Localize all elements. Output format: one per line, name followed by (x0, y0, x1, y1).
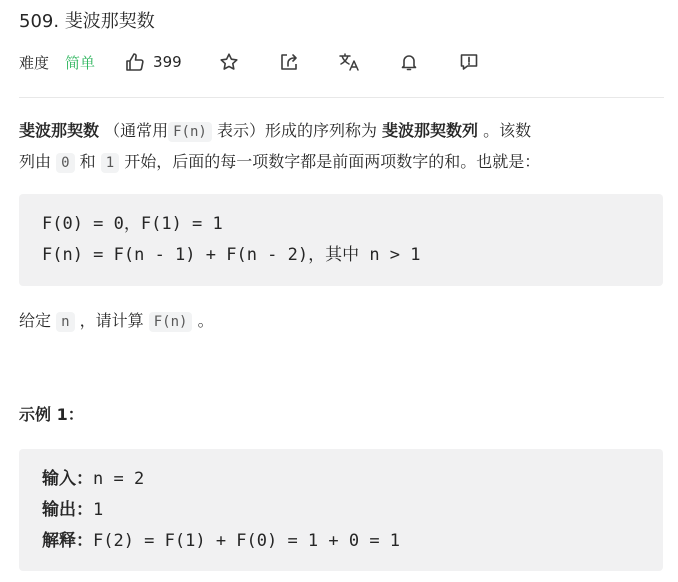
like-button[interactable] (125, 52, 182, 72)
description-paragraph-1 (19, 116, 664, 178)
inline-code: n (56, 312, 74, 332)
share-button[interactable] (276, 49, 302, 75)
page-title: 509. 斐波那契数 (19, 11, 155, 32)
example-output-line (42, 498, 103, 522)
feedback-button[interactable] (456, 49, 482, 75)
description-text: 表示）形成的序列称为 (216, 121, 377, 140)
description-text: 。该数 (483, 121, 532, 140)
description-text: 开始，后面的每一项数字都是前面两项数字的和。也就是： (124, 152, 541, 171)
output-value: 1 (93, 500, 104, 520)
header-divider (19, 97, 664, 98)
term-fibonacci-number: 斐波那契数 (19, 121, 100, 140)
description-text: 列由 (19, 152, 52, 171)
inline-code: 1 (101, 153, 119, 173)
difficulty-label: 难度 (19, 53, 50, 72)
inline-code: 0 (56, 153, 74, 173)
example-explanation-line (42, 529, 400, 553)
explanation-label: 解释： (42, 531, 93, 551)
input-label: 输入： (42, 469, 93, 489)
description-text: 给定 (19, 311, 52, 330)
problem-meta-bar (19, 48, 482, 76)
description-text: ，请计算 (79, 311, 144, 330)
like-count: 399 (153, 53, 182, 71)
input-value: n = 2 (93, 469, 145, 489)
description-text: 。 (197, 311, 214, 330)
example-1-heading: 示例 1： (19, 405, 84, 424)
notification-button[interactable] (396, 49, 422, 75)
example-input-line (42, 467, 144, 491)
share-icon (279, 52, 299, 72)
explanation-value: F(2) = F(1) + F(0) = 1 + 0 = 1 (93, 531, 401, 551)
feedback-icon (459, 52, 479, 72)
favorite-button[interactable] (216, 49, 242, 75)
inline-code: F(n) (168, 122, 212, 142)
translate-icon (338, 52, 360, 72)
star-icon (219, 52, 239, 72)
description-text: （通常用 (104, 121, 169, 140)
inline-code: F(n) (149, 312, 193, 332)
description-paragraph-2 (19, 306, 664, 337)
description-text: 和 (79, 152, 96, 171)
difficulty-badge: 简单 (65, 53, 96, 72)
term-fibonacci-sequence: 斐波那契数列 (382, 121, 479, 140)
thumbs-up-icon (125, 52, 145, 72)
translate-button[interactable] (336, 49, 362, 75)
bell-icon (399, 52, 419, 72)
example-1-code-block (19, 449, 663, 571)
formula-line-2: F(n) = F(n - 1) + F(n - 2)，其中 n > 1 (42, 245, 421, 265)
formula-line-1: F(0) = 0，F(1) = 1 (42, 214, 223, 234)
formula-code-block (19, 194, 663, 286)
output-label: 输出： (42, 500, 93, 520)
